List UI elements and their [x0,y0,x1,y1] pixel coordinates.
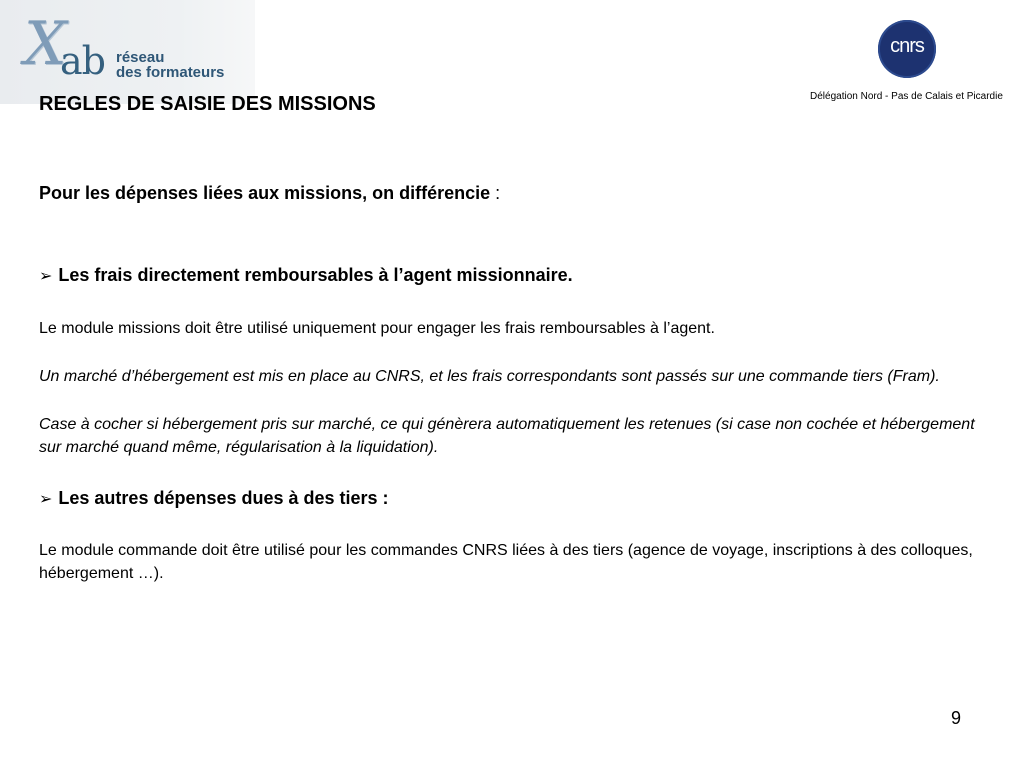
xlab-logo [22,9,242,83]
section1-italic-note-2: Case à cocher si hébergement pris sur marché, ce qui génèrera automatiquement les retenues (si case non cochée et hébergement sur marché quand même, régularisation à la liquidation). [39,416,975,456]
intro-tail: : [490,183,501,203]
delegation-label: Délégation Nord - Pas de Calais et Picardie [810,91,1003,102]
page-title: REGLES DE SAISIE DES MISSIONS [39,93,376,115]
xlab-logo-ab: ab [60,39,105,83]
cnrs-logo [878,20,936,78]
cnrs-logo-text: cnrs [890,35,924,57]
bullet-arrow-icon: ➢ [39,266,53,285]
section2-heading-text: Les autres dépenses dues à des tiers : [58,488,389,508]
xlab-subtitle-line1: réseau [116,49,165,66]
section1-italic-note-1: Un marché d’hébergement est mis en place au CNRS, et les frais correspondants sont passés sur une commande tiers (Fram). [39,368,940,385]
section1-paragraph: Le module missions doit être utilisé uniquement pour engager les frais remboursables à l’agent. [39,320,715,337]
intro-text [39,182,500,204]
bullet-arrow-icon: ➢ [39,489,53,508]
section2-paragraph: Le module commande doit être utilisé pour les commandes CNRS liées à des tiers (agence de voyage, inscriptions à des colloques, hébergement …). [39,542,973,582]
xlab-logo-x: X [24,9,65,79]
section2-heading [39,487,389,510]
section1-heading-text: Les frais directement remboursables à l’agent missionnaire. [58,265,573,285]
section1-heading [39,264,573,287]
page-number: 9 [951,708,962,728]
intro-bold: Pour les dépenses liées aux missions, on différencie [39,183,491,203]
xlab-subtitle-line2: des formateurs [116,64,225,81]
xlab-logo-subtitle [116,50,224,80]
